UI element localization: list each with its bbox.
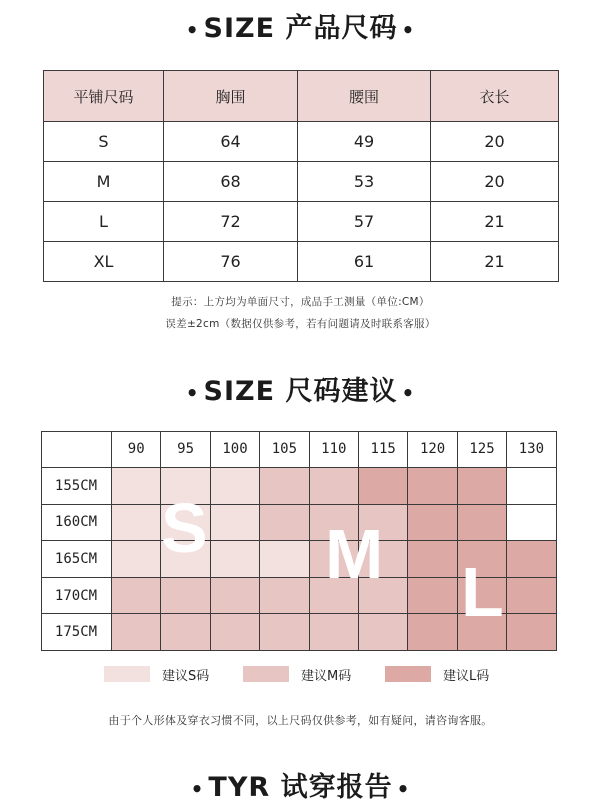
grid-column-header: 125 (458, 431, 507, 468)
grid-cell (112, 505, 161, 542)
grid-cell (112, 578, 161, 615)
legend-label-s: 建议S码 (162, 668, 210, 684)
grid-cell (507, 541, 556, 578)
grid-cell (507, 578, 556, 615)
grid-cell (112, 614, 161, 651)
header-waist: 腰围 (298, 71, 431, 122)
table-row (44, 202, 559, 242)
heading-text: SIZE 产品尺码 (203, 13, 398, 44)
size-zone-letter-l: L (461, 553, 504, 631)
grid-column-header: 110 (310, 431, 359, 468)
cell-size: XL (44, 242, 164, 282)
grid-cell (112, 541, 161, 578)
grid-cell (507, 614, 556, 651)
grid-cell (408, 505, 457, 542)
bullet-dot: • (185, 380, 200, 405)
legend-swatch-s (104, 666, 150, 682)
size-footnote: 由于个人形体及穿衣习惯不同，以上尺码仅供参考，如有疑问，请咨询客服。 (108, 714, 493, 727)
cell-size: S (44, 122, 164, 162)
table-row (44, 122, 559, 162)
grid-cell (211, 468, 260, 505)
grid-row-header: 175CM (41, 614, 112, 651)
grid-cell (211, 505, 260, 542)
cell-size: M (44, 162, 164, 202)
grid-cell (260, 578, 309, 615)
grid-cell (260, 505, 309, 542)
cell-chest: 64 (164, 122, 298, 162)
header-chest: 胸围 (164, 71, 298, 122)
grid-cell (260, 614, 309, 651)
bullet-dot: • (401, 17, 416, 42)
legend-swatch-m (243, 666, 289, 682)
grid-cell (260, 468, 309, 505)
heading-text: TYR 试穿报告 (208, 772, 393, 803)
bullet-dot: • (401, 380, 416, 405)
size-suggestion-grid (41, 431, 557, 651)
bullet-dot: • (185, 17, 200, 42)
grid-cell (359, 468, 408, 505)
heading-text: SIZE 尺码建议 (203, 376, 398, 407)
grid-cell (507, 505, 556, 542)
grid-cell (458, 505, 507, 542)
legend-item-l (385, 666, 489, 682)
header-length: 衣长 (431, 71, 559, 122)
grid-cell (161, 614, 210, 651)
grid-column-header: 130 (507, 431, 556, 468)
cell-length: 20 (431, 122, 559, 162)
cell-waist: 49 (298, 122, 431, 162)
legend-label-l: 建议L码 (443, 668, 490, 684)
table-header-row (44, 71, 559, 122)
grid-row-header: 155CM (41, 468, 112, 505)
table-row (44, 162, 559, 202)
grid-cell (112, 468, 161, 505)
grid-column-header: 115 (359, 431, 408, 468)
grid-cell (408, 541, 457, 578)
bullet-dot: • (190, 776, 205, 801)
cell-waist: 53 (298, 162, 431, 202)
grid-cell (260, 541, 309, 578)
tolerance-note: 误差±2cm（数据仅供参考，若有问题请及时联系客服） (165, 318, 436, 330)
measurement-note: 提示：上方均为单面尺寸，成品手工测量（单位:CM） (171, 296, 430, 308)
grid-cell (408, 578, 457, 615)
grid-column-header: 95 (161, 431, 210, 468)
grid-column-header: 120 (408, 431, 457, 468)
grid-cell (161, 578, 210, 615)
size-table (43, 70, 559, 282)
cell-chest: 72 (164, 202, 298, 242)
cell-length: 21 (431, 202, 559, 242)
cell-waist: 57 (298, 202, 431, 242)
grid-cell (310, 614, 359, 651)
cell-chest: 76 (164, 242, 298, 282)
grid-cell (408, 614, 457, 651)
table-row (44, 242, 559, 282)
legend-label-m: 建议M码 (301, 668, 352, 684)
section-heading-product-size (0, 6, 601, 45)
grid-cell (408, 468, 457, 505)
cell-size: L (44, 202, 164, 242)
grid-row-header: 170CM (41, 578, 112, 615)
section-heading-size-suggestion (0, 369, 601, 408)
header-flat-size: 平铺尺码 (44, 71, 164, 122)
grid-corner (41, 431, 112, 468)
grid-cell (211, 578, 260, 615)
legend-item-s (104, 666, 209, 682)
grid-column-header: 100 (211, 431, 260, 468)
size-zone-letter-m: M (325, 515, 384, 593)
grid-cell (211, 614, 260, 651)
grid-cell (458, 468, 507, 505)
grid-cell (211, 541, 260, 578)
grid-cell (507, 468, 556, 505)
cell-waist: 61 (298, 242, 431, 282)
legend-swatch-l (385, 666, 431, 682)
cell-length: 21 (431, 242, 559, 282)
size-zone-letter-s: S (161, 489, 208, 567)
cell-chest: 68 (164, 162, 298, 202)
grid-cell (359, 614, 408, 651)
bullet-dot: • (396, 776, 411, 801)
grid-row-header: 165CM (41, 541, 112, 578)
section-heading-try-on-report (0, 765, 601, 804)
grid-column-header: 105 (260, 431, 309, 468)
grid-cell (310, 468, 359, 505)
legend-item-m (243, 666, 351, 682)
cell-length: 20 (431, 162, 559, 202)
grid-column-header: 90 (112, 431, 161, 468)
grid-row-header: 160CM (41, 505, 112, 542)
